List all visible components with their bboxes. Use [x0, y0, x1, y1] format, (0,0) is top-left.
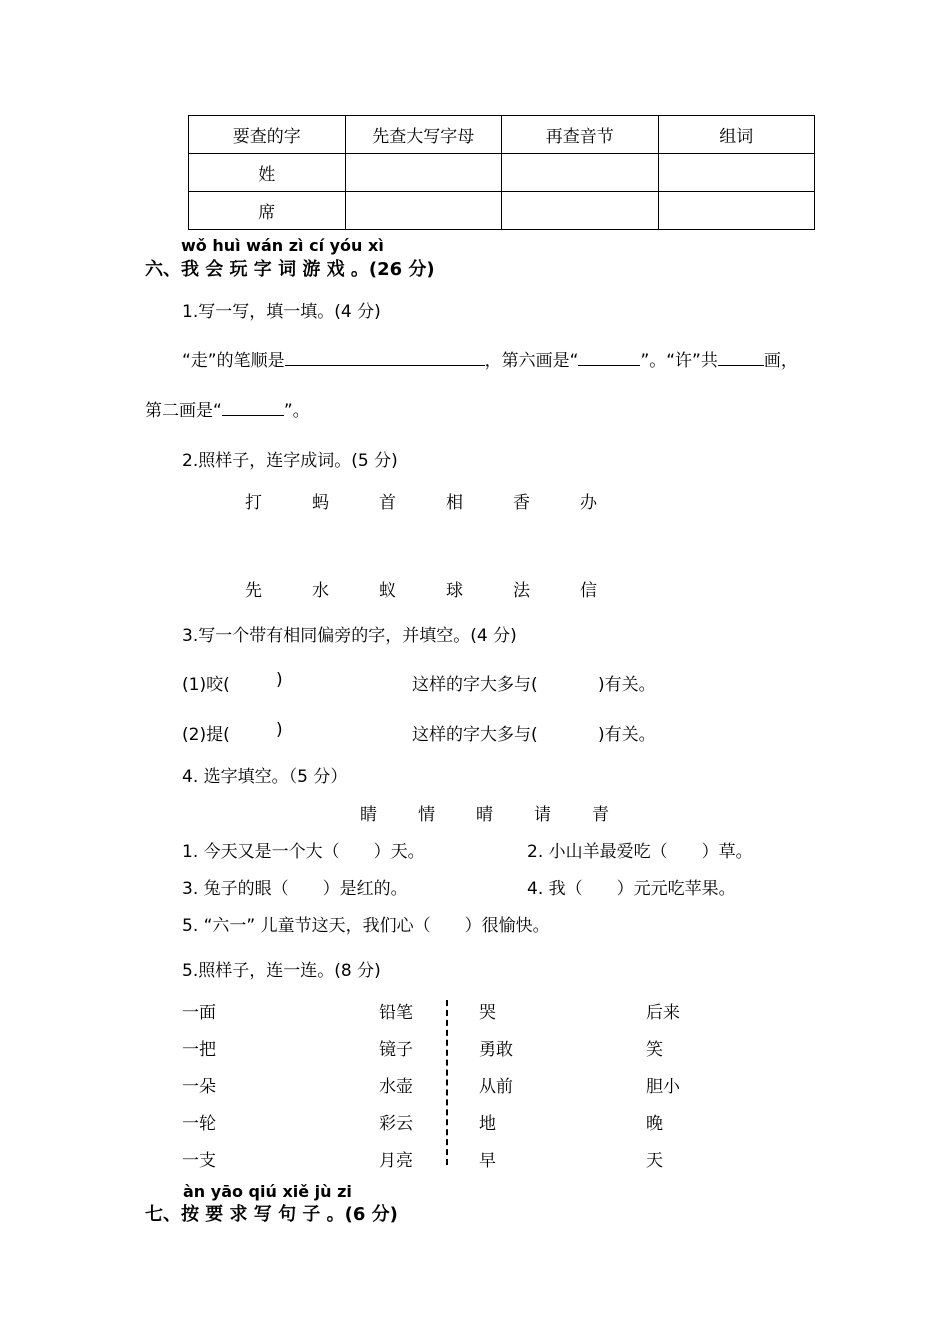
section6-pinyin: wǒ huì wán zì cí yóu xì	[181, 236, 384, 255]
section7-pinyin: àn yāo qiú xiě jù zi	[183, 1182, 352, 1201]
char-item[interactable]: 打	[245, 493, 262, 513]
q5-col4-item[interactable]: 后来	[646, 1003, 680, 1023]
table-answer-cell[interactable]	[345, 192, 502, 230]
q1-text: ”。	[283, 401, 310, 421]
q5-col3-item[interactable]: 勇敢	[479, 1040, 513, 1060]
q5-col2-item[interactable]: 镜子	[379, 1040, 413, 1060]
q5-col4-item[interactable]: 笑	[646, 1040, 663, 1060]
table-row	[189, 154, 815, 192]
q1-line1	[182, 346, 798, 371]
char-item[interactable]: 相	[446, 493, 463, 513]
table-header-cell: 先查大写字母	[345, 116, 502, 154]
dictionary-lookup-table	[188, 115, 815, 230]
q5-col4-item[interactable]: 胆小	[646, 1077, 680, 1097]
char-item[interactable]: 先	[245, 581, 262, 601]
choice-char: 青	[592, 805, 609, 825]
table-answer-cell[interactable]	[502, 192, 659, 230]
choice-char: 情	[418, 805, 435, 825]
q3-title: 3.写一个带有相同偏旁的字，并填空。(4 分)	[182, 626, 517, 646]
q1-text: 画，	[763, 351, 798, 371]
q1-title: 1.写一写，填一填。(4 分)	[182, 302, 381, 322]
table-header-row	[189, 116, 815, 154]
dashed-divider	[446, 1000, 448, 1165]
q3-r2c: 这样的字大多与(	[412, 725, 538, 745]
q5-col3-item[interactable]: 从前	[479, 1077, 513, 1097]
choice-char: 晴	[476, 805, 493, 825]
q5-col1-item[interactable]: 一朵	[182, 1077, 216, 1097]
table-header-cell: 组词	[658, 116, 815, 154]
table-header-cell: 要查的字	[189, 116, 346, 154]
q4-sentence-4: 4. 我（ ）元元吃苹果。	[527, 879, 736, 899]
stroke-count-blank[interactable]	[718, 347, 764, 366]
q3-r1a: (1)咬(	[182, 675, 230, 695]
q3-r1c: 这样的字大多与(	[412, 675, 538, 695]
q5-col2-item[interactable]: 铅笔	[379, 1003, 413, 1023]
q4-title: 4. 选字填空。（5 分）	[182, 767, 348, 787]
q1-text: ”。“许”共	[640, 351, 718, 371]
char-item[interactable]: 首	[379, 493, 396, 513]
table-cell: 姓	[189, 154, 346, 192]
q5-col2-item[interactable]: 水壶	[379, 1077, 413, 1097]
q5-col2-item[interactable]: 月亮	[379, 1151, 413, 1171]
choice-char: 请	[534, 805, 551, 825]
q5-col3-item[interactable]: 地	[479, 1114, 496, 1134]
char-item[interactable]: 蚂	[312, 493, 329, 513]
q3-r2d: )有关。	[598, 725, 656, 745]
table-answer-cell[interactable]	[502, 154, 659, 192]
table-answer-cell[interactable]	[345, 154, 502, 192]
sixth-stroke-blank[interactable]	[578, 347, 640, 366]
char-item[interactable]: 法	[513, 581, 530, 601]
table-cell: 席	[189, 192, 346, 230]
q2-title: 2.照样子，连字成词。(5 分)	[182, 451, 398, 471]
q3-r2b: )	[276, 720, 283, 740]
q5-col1-item[interactable]: 一支	[182, 1151, 216, 1171]
q5-col1-item[interactable]: 一轮	[182, 1114, 216, 1134]
char-item[interactable]: 信	[580, 581, 597, 601]
second-stroke-blank[interactable]	[222, 397, 284, 416]
char-item[interactable]: 水	[312, 581, 329, 601]
q5-col4-item[interactable]: 晚	[646, 1114, 663, 1134]
q4-sentence-1: 1. 今天又是一个大（ ）天。	[182, 842, 425, 862]
q5-col2-item[interactable]: 彩云	[379, 1114, 413, 1134]
q5-col4-item[interactable]: 天	[646, 1151, 663, 1171]
q5-col3-item[interactable]: 早	[479, 1151, 496, 1171]
q5-col3-item[interactable]: 哭	[479, 1003, 496, 1023]
q1-text: “走”的笔顺是	[182, 351, 285, 371]
q1-text: 第二画是“	[145, 401, 222, 421]
table-answer-cell[interactable]	[658, 154, 815, 192]
q5-col1-item[interactable]: 一把	[182, 1040, 216, 1060]
char-item[interactable]: 球	[446, 581, 463, 601]
table-answer-cell[interactable]	[658, 192, 815, 230]
q1-text: ，第六画是“	[484, 351, 579, 371]
stroke-order-blank[interactable]	[285, 347, 485, 366]
q1-line2	[145, 396, 310, 421]
table-row	[189, 192, 815, 230]
table-header-cell: 再查音节	[502, 116, 659, 154]
section7-title: 七、按 要 求 写 句 子 。(6 分)	[145, 1204, 398, 1225]
q5-title: 5.照样子，连一连。(8 分)	[182, 961, 381, 981]
q3-r1d: )有关。	[598, 675, 656, 695]
choice-char: 睛	[360, 805, 377, 825]
char-item[interactable]: 香	[513, 493, 530, 513]
char-item[interactable]: 蚁	[379, 581, 396, 601]
section6-title: 六、我 会 玩 字 词 游 戏 。(26 分)	[145, 259, 435, 280]
q4-sentence-2: 2. 小山羊最爱吃（ ）草。	[527, 842, 753, 862]
q3-r1b: )	[276, 670, 283, 690]
char-item[interactable]: 办	[580, 493, 597, 513]
q4-sentence-3: 3. 兔子的眼（ ）是红的。	[182, 879, 408, 899]
q4-sentence-5: 5. “六一” 儿童节这天，我们心（ ）很愉快。	[182, 916, 550, 936]
q3-r2a: (2)提(	[182, 725, 230, 745]
q5-col1-item[interactable]: 一面	[182, 1003, 216, 1023]
